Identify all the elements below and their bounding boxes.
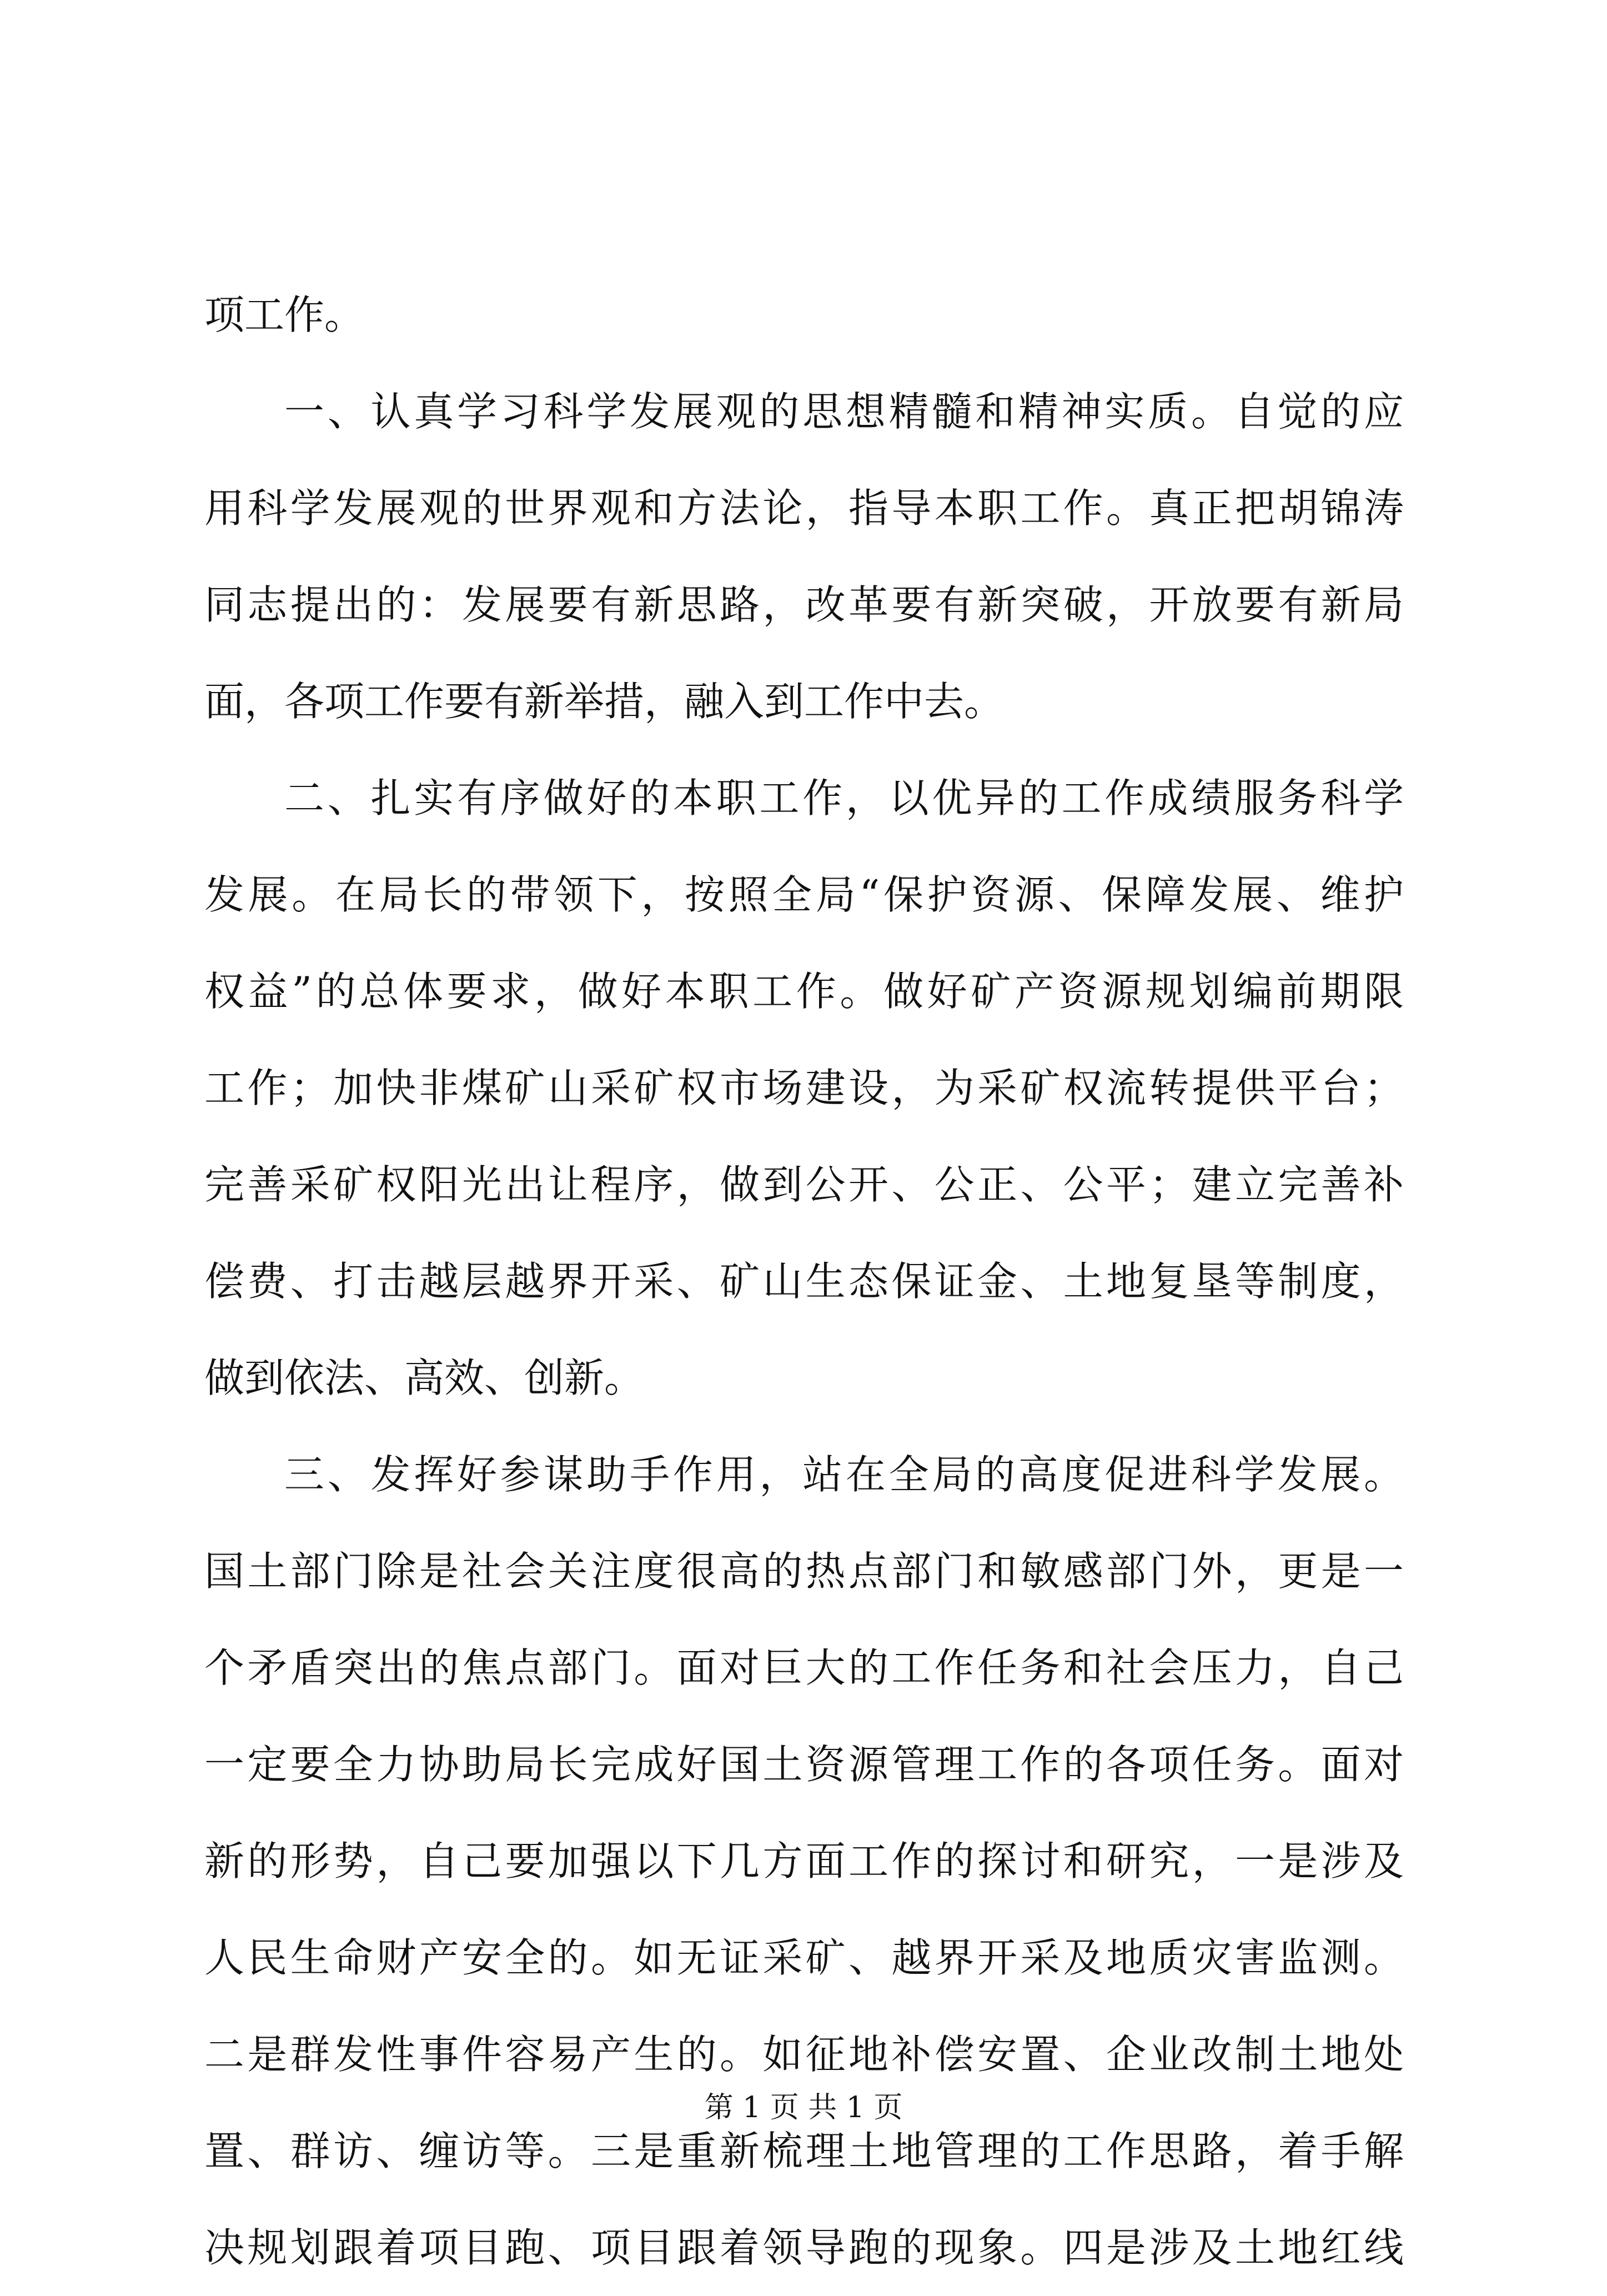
text-line [204,943,1404,1040]
text-line-content: 工作；加快非煤矿山采矿权市场建设，为采矿权流转提供平台； [204,1065,1404,1111]
text-line-content: 做到依法、高效、创新。 [204,1355,645,1401]
text-line-content: 置、群访、缠访等。三是重新梳理土地管理的工作思路，着手解 [204,2128,1404,2174]
text-line [204,653,1404,750]
text-line [204,1040,1404,1136]
text-line-content: 国土部门除是社会关注度很高的热点部门和敏感部门外，更是一 [204,1548,1404,1595]
text-line-content: 同志提出的：发展要有新思路，改革要有新突破，开放要有新局 [204,581,1404,628]
text-line [204,1909,1404,2006]
text-line [204,1233,1404,1330]
text-line-content: 项工作。 [204,292,365,338]
text-line [204,1813,1404,1909]
text-line-content: 权益”的总体要求，做好本职工作。做好矿产资源规划编前期限 [204,968,1404,1015]
text-line [204,1330,1404,1426]
text-line-content: 新的形势，自己要加强以下几方面工作的探讨和研究，一是涉及 [204,1838,1404,1884]
document-body [204,267,1404,2296]
text-line-content: 人民生命财产安全的。如无证采矿、越界开采及地质灾害监测。 [204,1934,1404,1981]
text-line [204,363,1404,460]
text-line-content: 二、扎实有序做好的本职工作，以优异的工作成绩服务科学 [284,775,1404,821]
text-line [204,557,1404,653]
text-line-content: 二是群发性事件容易产生的。如征地补偿安置、企业改制土地处 [204,2031,1404,2078]
text-line-content: 个矛盾突出的焦点部门。面对巨大的工作任务和社会压力，自己 [204,1645,1404,1691]
text-line-content: 发展。在局长的带领下，按照全局“保护资源、保障发展、维护 [204,871,1404,918]
text-line-content: 决规划跟着项目跑、项目跟着领导跑的现象。四是涉及土地红线 [204,2224,1404,2271]
text-line [204,846,1404,943]
text-line-content: 三、发挥好参谋助手作用，站在全局的高度促进科学发展。 [284,1451,1404,1498]
text-line [204,1716,1404,1813]
page-footer: 第 1 页 共 1 页 [704,2091,903,2124]
text-line [204,1426,1404,1523]
text-line [204,750,1404,846]
text-line-content: 完善采矿权阳光出让程序，做到公开、公正、公平；建立完善补 [204,1161,1404,1208]
text-line [204,1136,1404,1233]
text-line [204,2199,1404,2296]
text-line-content: 用科学发展观的世界观和方法论，指导本职工作。真正把胡锦涛 [204,485,1404,532]
text-line [204,460,1404,557]
text-line-content: 一定要全力协助局长完成好国土资源管理工作的各项任务。面对 [204,1741,1404,1788]
text-line [204,267,1404,363]
text-line-content: 偿费、打击越层越界开采、矿山生态保证金、土地复垦等制度， [204,1258,1404,1305]
text-line [204,1523,1404,1620]
text-line-content: 面，各项工作要有新举措，融入到工作中去。 [204,678,1005,725]
text-line [204,1620,1404,1716]
text-line-content: 一、认真学习科学发展观的思想精髓和精神实质。自觉的应 [284,388,1404,435]
